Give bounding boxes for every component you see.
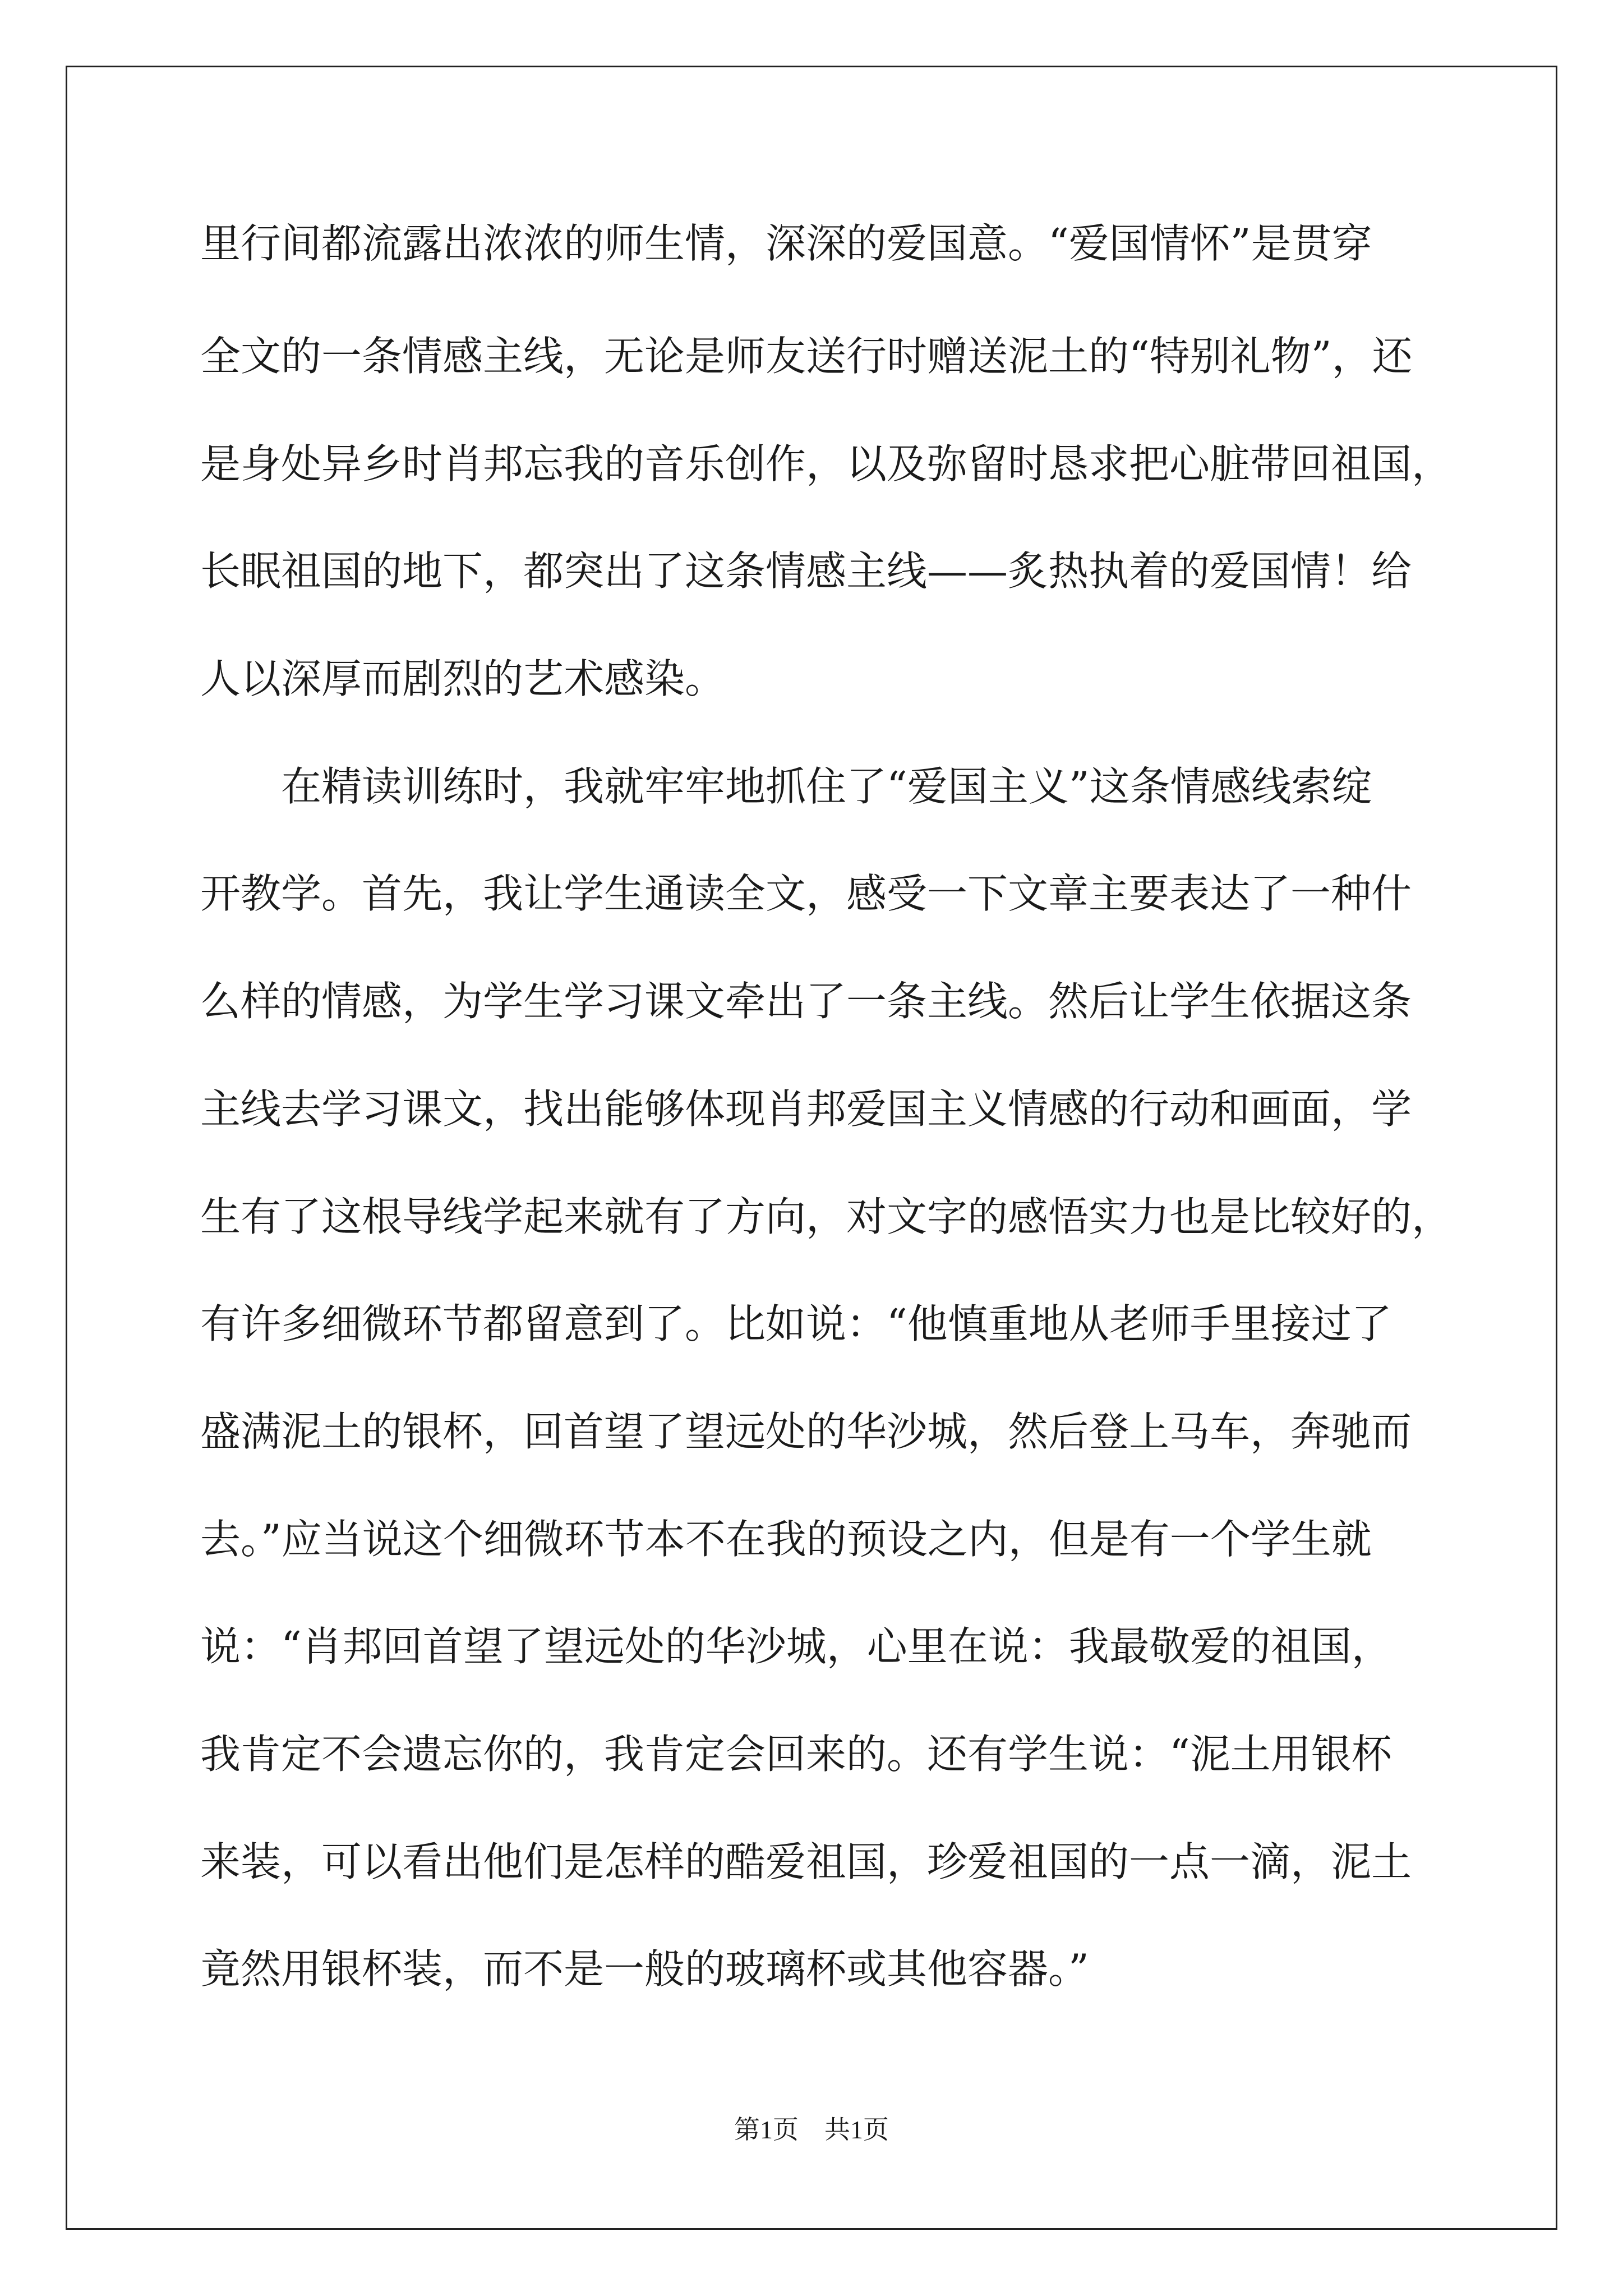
text-line: 盛满泥土的银杯，回首望了望远处的华沙城，然后登上马车，奔驰而 bbox=[200, 1408, 1412, 1455]
text-line: 有许多细微环节都留意到了。比如说：“他慎重地从老师手里接过了 bbox=[200, 1300, 1392, 1347]
page-border bbox=[66, 66, 1557, 2230]
page-footer: 第1页 共1页 bbox=[734, 2115, 889, 2144]
text-line: 人以深厚而剧烈的艺术感染。 bbox=[200, 655, 726, 702]
text-line: 里行间都流露出浓浓的师生情，深深的爱国意。“爱国情怀”是贯穿 bbox=[200, 220, 1372, 267]
text-line: 主线去学习课文，找出能够体现肖邦爱国主义情感的行动和画面，学 bbox=[200, 1085, 1412, 1133]
text-line: 么样的情感，为学生学习课文牵出了一条主线。然后让学生依据这条 bbox=[200, 978, 1412, 1025]
text-line: 说：“肖邦回首望了望远处的华沙城，心里在说：我最敬爱的祖国， bbox=[200, 1623, 1392, 1670]
text-line: 是身处异乡时肖邦忘我的音乐创作，以及弥留时恳求把心脏带回祖国， bbox=[200, 440, 1453, 487]
text-line: 来装，可以看出他们是怎样的酷爱祖国，珍爱祖国的一点一滴，泥土 bbox=[200, 1838, 1412, 1885]
text-line: 长眠祖国的地下，都突出了这条情感主线——炙热执着的爱国情！给 bbox=[200, 547, 1412, 595]
text-line: 生有了这根导线学起来就有了方向，对文字的感悟实力也是比较好的， bbox=[200, 1193, 1453, 1240]
text-line: 全文的一条情感主线，无论是师友送行时赠送泥土的“特别礼物”，还 bbox=[200, 333, 1413, 380]
text-line: 去。”应当说这个细微环节本不在我的预设之内，但是有一个学生就 bbox=[200, 1516, 1372, 1563]
text-line: 我肯定不会遗忘你的，我肯定会回来的。还有学生说：“泥土用银杯 bbox=[200, 1731, 1392, 1778]
text-line: 开教学。首先，我让学生通读全文，感受一下文章主要表达了一种什 bbox=[200, 870, 1412, 917]
text-line: 竟然用银杯装，而不是一般的玻璃杯或其他容器。” bbox=[200, 1945, 1089, 1993]
paragraph-first-line: 在精读训练时，我就牢牢地抓住了“爱国主义”这条情感线索绽 bbox=[281, 763, 1372, 810]
